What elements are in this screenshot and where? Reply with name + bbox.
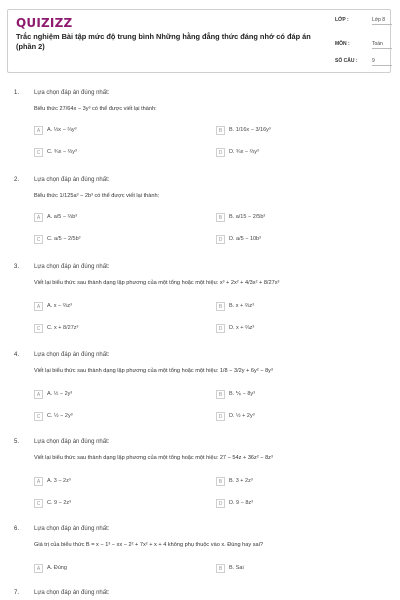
option-letter-box: B xyxy=(216,126,225,135)
option-b[interactable] xyxy=(216,126,366,136)
option-letter-box: B xyxy=(216,390,225,399)
option-c[interactable] xyxy=(34,148,184,158)
question-text: Biểu thức 1/125a³ − 2b³ có thể được viết lại thành: xyxy=(34,193,160,199)
question-number: 1. xyxy=(14,90,20,96)
question-number: 3. xyxy=(14,264,20,270)
option-text: C. ¾x − ⅔y³ xyxy=(47,149,77,155)
option-text: D. x + ⅔z³ xyxy=(229,325,255,331)
option-a[interactable] xyxy=(34,302,184,312)
option-b[interactable] xyxy=(216,302,366,312)
question-prompt: Lựa chọn đáp án đúng nhất: xyxy=(34,352,110,358)
option-text: B. 1/16x − 3/16y³ xyxy=(229,127,271,133)
option-text: B. ⅙ − 8y³ xyxy=(229,391,255,397)
option-c[interactable] xyxy=(34,324,184,334)
option-letter-box: A xyxy=(34,213,43,222)
option-text: A. Đúng xyxy=(47,565,67,571)
option-letter-box: C xyxy=(34,148,43,157)
option-letter-box: A xyxy=(34,390,43,399)
question-prompt: Lựa chọn đáp án đúng nhất: xyxy=(34,90,110,96)
question-prompt: Lựa chọn đáp án đúng nhất: xyxy=(34,177,110,183)
question-number: 4. xyxy=(14,352,20,358)
option-text: C. a/5 − 2/5b³ xyxy=(47,236,81,242)
option-text: A. 3 − 2z³ xyxy=(47,478,71,484)
option-text: C. x + 8/27z³ xyxy=(47,325,79,331)
meta-value-count: 9 xyxy=(372,58,392,66)
quizizz-logo: QUIZIZZ xyxy=(16,16,73,30)
option-text: D. a/5 − 10b³ xyxy=(229,236,261,242)
meta-value-subject: Toán xyxy=(372,41,392,49)
option-a[interactable] xyxy=(34,126,184,136)
meta-value-grade: Lớp 8 xyxy=(372,17,392,25)
option-letter-box: C xyxy=(34,324,43,333)
meta-label-count: SỐ CÂU : xyxy=(335,58,358,64)
option-a[interactable] xyxy=(34,213,184,223)
option-letter-box: A xyxy=(34,564,43,573)
option-letter-box: C xyxy=(34,499,43,508)
option-d[interactable] xyxy=(216,235,366,245)
option-text: D. ¾x − ⅔y³ xyxy=(229,149,259,155)
option-letter-box: B xyxy=(216,564,225,573)
option-d[interactable] xyxy=(216,148,366,158)
option-letter-box: D xyxy=(216,235,225,244)
option-c[interactable] xyxy=(34,499,184,509)
option-text: D. 9 − 8z³ xyxy=(229,500,253,506)
option-text: B. Sai xyxy=(229,565,244,571)
option-text: A. ⅓x − ⅔y³ xyxy=(47,127,77,133)
option-b[interactable] xyxy=(216,390,366,400)
option-b[interactable] xyxy=(216,564,366,574)
option-letter-box: C xyxy=(34,412,43,421)
question-number: 7. xyxy=(14,590,20,596)
option-letter-box: B xyxy=(216,477,225,486)
option-text: A. a/5 − ⅔b³ xyxy=(47,214,78,220)
option-text: D. ½ + 2y³ xyxy=(229,413,255,419)
option-b[interactable] xyxy=(216,213,366,223)
option-a[interactable] xyxy=(34,390,184,400)
option-letter-box: B xyxy=(216,302,225,311)
worksheet-header xyxy=(7,9,391,73)
option-text: C. 9 − 2z³ xyxy=(47,500,71,506)
option-letter-box: D xyxy=(216,412,225,421)
option-d[interactable] xyxy=(216,324,366,334)
meta-label-subject: MÔN : xyxy=(335,41,350,47)
option-letter-box: A xyxy=(34,126,43,135)
question-number: 2. xyxy=(14,177,20,183)
option-text: A. ½ − 2y³ xyxy=(47,391,73,397)
option-d[interactable] xyxy=(216,412,366,422)
question-text: Viết lại biểu thức sau thành dạng lập phương của một tổng hoặc một hiệu: 27 − 54z + 36z² − 8z³ xyxy=(34,455,273,461)
option-text: B. x + ⅔z³ xyxy=(229,303,254,309)
question-prompt: Lựa chọn đáp án đúng nhất: xyxy=(34,526,110,532)
option-text: B. a/15 − 2/5b³ xyxy=(229,214,266,220)
option-letter-box: A xyxy=(34,477,43,486)
question-number: 5. xyxy=(14,439,20,445)
option-b[interactable] xyxy=(216,477,366,487)
option-letter-box: D xyxy=(216,499,225,508)
question-prompt: Lựa chọn đáp án đúng nhất: xyxy=(34,590,110,596)
option-a[interactable] xyxy=(34,477,184,487)
option-text: B. 3 + 2z³ xyxy=(229,478,253,484)
worksheet-title: Trắc nghiệm Bài tập mức độ trung bình Những hằng đẳng thức đáng nhớ có đáp án (phần 2) xyxy=(16,32,311,51)
question-text: Giá trị của biểu thức B = x − 1³ − xx − 2² + 7x² + x + 4 không phụ thuộc vào x. Đúng hay sai? xyxy=(34,542,264,548)
option-c[interactable] xyxy=(34,412,184,422)
option-c[interactable] xyxy=(34,235,184,245)
option-text: C. ½ − 2y³ xyxy=(47,413,73,419)
question-number: 6. xyxy=(14,526,20,532)
meta-label-grade: LỚP : xyxy=(335,17,349,23)
option-letter-box: C xyxy=(34,235,43,244)
question-text: Biểu thức 27/64x − 3y³ có thể được viết lại thành: xyxy=(34,106,157,112)
question-text: Viết lại biểu thức sau thành dạng lập phương của một tổng hoặc một hiệu: x³ + 2x² + 4/3x² + 8/27x³ xyxy=(34,280,280,286)
question-text: Viết lại biểu thức sau thành dạng lập phương của một tổng hoặc một hiệu: 1/8 − 3/2y + 6y² − 8y³ xyxy=(34,368,273,374)
option-letter-box: A xyxy=(34,302,43,311)
question-prompt: Lựa chọn đáp án đúng nhất: xyxy=(34,264,110,270)
question-prompt: Lựa chọn đáp án đúng nhất: xyxy=(34,439,110,445)
option-letter-box: D xyxy=(216,324,225,333)
option-a[interactable] xyxy=(34,564,184,574)
option-text: A. x − ⅔z³ xyxy=(47,303,72,309)
option-d[interactable] xyxy=(216,499,366,509)
option-letter-box: D xyxy=(216,148,225,157)
option-letter-box: B xyxy=(216,213,225,222)
